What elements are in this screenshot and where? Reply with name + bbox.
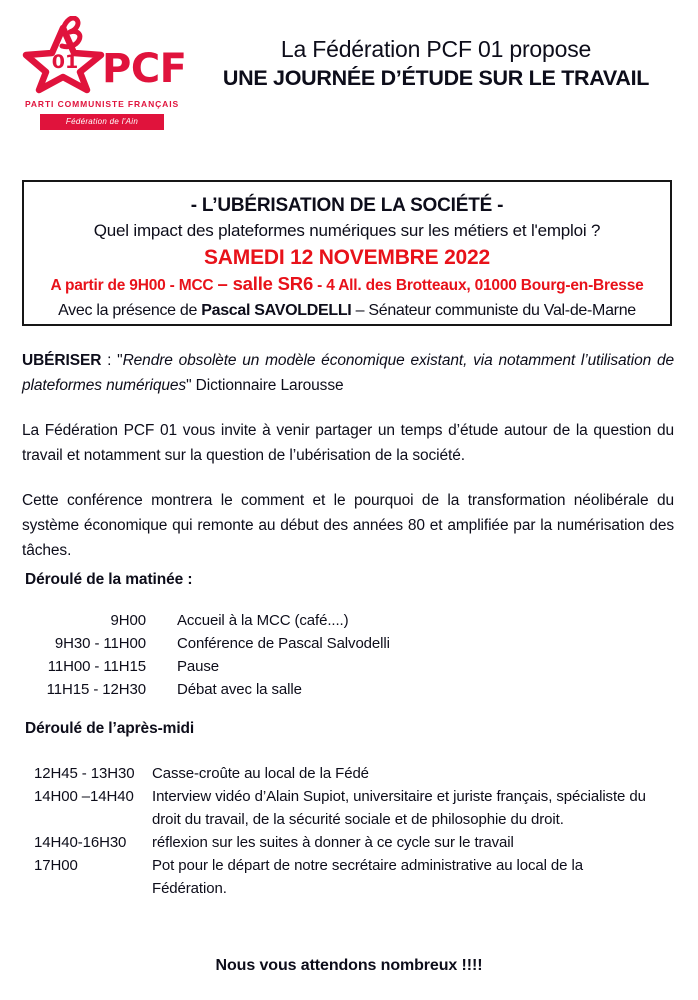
event-guest-prefix: Avec la présence de bbox=[58, 302, 202, 319]
event-location bbox=[24, 272, 670, 298]
event-guest-name: Pascal SAVOLDELLI bbox=[201, 302, 352, 319]
pcf-acronym: PCF bbox=[102, 46, 187, 92]
table-row bbox=[22, 655, 390, 678]
event-location-prefix: A partir de 9H00 - MCC bbox=[50, 277, 218, 294]
schedule-time: 9H30 - 11H00 bbox=[54, 635, 146, 652]
table-row bbox=[34, 854, 652, 900]
invitation-paragraph: La Fédération PCF 01 vous invite à venir partager un temps d’étude autour de la question du travail et notamment sur la question de l’ubérisation de la société. bbox=[22, 422, 674, 464]
afternoon-schedule-heading: Déroulé de l’après-midi bbox=[25, 720, 195, 737]
table-row bbox=[34, 831, 652, 854]
event-guest-suffix: – Sénateur communiste du Val-de-Marne bbox=[351, 302, 636, 319]
definition-paragraph bbox=[22, 348, 674, 398]
pcf-federation-banner: Fédération de l'Ain bbox=[40, 114, 164, 130]
schedule-desc: Pot pour le départ de notre secrétaire administrative au local de la Fédération. bbox=[152, 857, 583, 897]
schedule-desc: Conférence de Pascal Salvodelli bbox=[177, 635, 390, 652]
afternoon-schedule-table bbox=[34, 762, 652, 900]
header-line-1: La Fédération PCF 01 propose bbox=[280, 36, 592, 62]
schedule-time: 11H15 - 12H30 bbox=[46, 681, 146, 698]
schedule-time: 9H00 bbox=[110, 612, 146, 629]
event-location-suffix: - 4 All. des Brotteaux, 01000 Bourg-en-Bresse bbox=[313, 277, 644, 294]
definition-quote: Rendre obsolète un modèle économique existant, via notamment l’utilisation de plateformes numériques bbox=[22, 352, 674, 394]
event-guest bbox=[24, 298, 670, 323]
footer-call-to-action: Nous vous attendons nombreux !!!! bbox=[215, 957, 483, 974]
event-info-box bbox=[22, 180, 672, 326]
star-number-text: 01 bbox=[51, 51, 79, 73]
table-row bbox=[34, 762, 652, 785]
definition-source: " Dictionnaire Larousse bbox=[186, 377, 344, 394]
schedule-time: 12H45 - 13H30 bbox=[34, 765, 135, 782]
event-room: – salle SR6 bbox=[217, 273, 314, 294]
schedule-desc: Débat avec la salle bbox=[177, 681, 302, 698]
pcf-party-name: PARTI COMMUNISTE FRANÇAIS bbox=[24, 99, 180, 109]
schedule-desc: Interview vidéo d’Alain Supiot, universitaire et juriste français, spécialiste du droit du travail, de la sécurité sociale et de philosophie du droit. bbox=[152, 788, 646, 828]
schedule-time: 14H00 –14H40 bbox=[34, 788, 134, 805]
table-row bbox=[22, 632, 390, 655]
schedule-time: 14H40-16H30 bbox=[34, 834, 127, 851]
morning-schedule-heading: Déroulé de la matinée : bbox=[25, 571, 193, 588]
pcf-logo bbox=[22, 16, 187, 140]
event-date: SAMEDI 12 NOVEMBRE 2022 bbox=[204, 246, 490, 269]
header-titles bbox=[190, 34, 682, 92]
table-row bbox=[34, 785, 652, 831]
header-line-2: UNE JOURNÉE D’ÉTUDE SUR LE TRAVAIL bbox=[222, 66, 650, 90]
body-text bbox=[22, 348, 674, 563]
schedule-time: 11H00 - 11H15 bbox=[47, 658, 146, 675]
event-subtitle: Quel impact des plateformes numériques sur les métiers et l'emploi ? bbox=[93, 221, 601, 240]
definition-separator: : " bbox=[101, 352, 123, 369]
definition-term: UBÉRISER bbox=[22, 352, 102, 369]
schedule-time: 17H00 bbox=[34, 857, 78, 874]
morning-schedule-table bbox=[22, 609, 390, 701]
conference-paragraph: Cette conférence montrera le comment et le pourquoi de la transformation néolibérale du système économique qui remonte au début des années 80 et amplifiée par la numérisation des tâches. bbox=[22, 492, 674, 559]
pcf-star-icon bbox=[22, 16, 108, 94]
table-row bbox=[22, 678, 390, 701]
schedule-desc: Casse-croûte au local de la Fédé bbox=[152, 765, 369, 782]
event-title: - L’UBÉRISATION DE LA SOCIÉTÉ - bbox=[190, 195, 504, 216]
schedule-desc: Pause bbox=[177, 658, 220, 675]
schedule-desc: Accueil à la MCC (café....) bbox=[177, 612, 349, 629]
table-row bbox=[22, 609, 390, 632]
schedule-desc: réflexion sur les suites à donner à ce cycle sur le travail bbox=[152, 834, 514, 851]
poster-header bbox=[0, 0, 698, 155]
